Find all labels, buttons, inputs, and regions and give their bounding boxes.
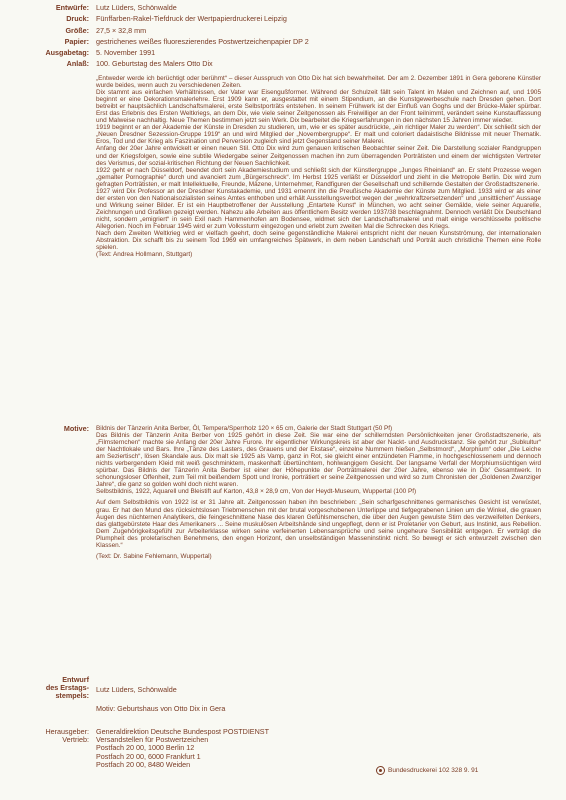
header-value: gestrichenes weißes fluoreszierendes Postwertzeichenpapier DP 2 [96,37,309,46]
paragraph: 1919 beginnt er an der Akademie der Künste in Dresden zu studieren, um, wie er es später ausdrückte, „ein richtiger Maler zu werden“. Dix schließt sich der „Neuen Dresdner Sezession-Gruppe 1919“ an und wird Mitglied der „Novembergruppe“. Er malt und coloriert dadaistische Bildnisse mit neuer Thematik. Eros, Tod und der Krieg als Faszination und Perversion zugleich sind jetzt Gegenstand seiner Malerei. [96,124,541,146]
motive-label: Motive: [63,424,89,433]
header-value: 100. Geburtstag des Malers Otto Dix [96,59,213,68]
paragraph: Auf dem Selbstbildnis von 1922 ist er 31 Jahre alt. Zeitgenossen haben ihn beschrieben: „Sein scharfgeschnittenes germanisches Gesicht ist verwüstet, grau. Er hat den Mund des rücksichtslosen Triebmenschen mit der brutal vorgeschobenen Unterlippe und tiefgegrabenen Linien um die Winkel, die grauen Augen des nüchternen Analytikers, die feingeschnittene Nase des klaren Gefühlsmenschen, die über den Augen gewulste Stirn des verzweifelten Denkers, das glattgebürstete Haar des Amerikaners ... Seine muskulösen Arbeitshände sind ungepflegt, denn er ist Proletarier von Geburt, aus Instinkt, aus Rebellion. Dem Zugehörigkeitsgefühl zur Arbeiterklasse wirken seine verfeinerten Lebensansprüche und seine ungeheure Sensibilität entgegen. Er verträgt die Plumpheit des proletarischen Benehmens, den engen Horizont, den unselbständigen Masseninstinkt nicht. So bewegt er sich entwurzelt zwischen den Klassen.“ [96,499,541,549]
publisher-line: Versandstellen für Postwertzeichen [96,735,209,745]
header-label: Papier: [64,37,89,46]
header-label: Druck: [66,14,89,23]
paragraph: 1922 geht er nach Düsseldorf, beendet dort sein Akademiestudium und schließt sich der Künstlergruppe „Junges Rheinland“ an. Er steht Prozesse wegen „gemalter Pornographie“ durch und avanciert zum „Bürgerschreck“. Im Herbst 1925 verläßt er Düsseldorf und zieht in die Metropole Berlin. Dix wird zum gefragten Porträtisten, er malt Intellektuelle, Freunde, Mäzene, Unternehmer, Randfiguren der Gesellschaft und schillernde Gestalten der Großstadtszenerie. [96,166,541,188]
header-label: Ausgabetag: [45,48,89,57]
paragraph: Das Bildnis der Tänzerin Anita Berber von 1925 gehört in diese Zeit. Sie war eine der schillerndsten Persönlichkeiten jener Großstadtszenerie, als „Filmsternchen“ machte sie Anfang der 20er Jahre Furore. Ihr eigentlicher Wirkungskreis ist aber der Nackt- und Ausdruckstanz. Sie gehört zur „Subkultur“ der Nachtlokale und Bars. Ihre „Tänze des Lasters, des Grauens und der Ekstase“, einzelne Nummern hießen „Selbstmord“, „Morphium“ oder „Die Leiche am Seziertisch“, lösen Skandale aus. Dix malt sie 1925 als Vamp, ganz in Rot, sie gleicht einer entzündeten Flamme, in hochgeschlossenem und dennoch nichts verbergendem Kleid mit weiß geschminktem, maskenhaft übertünchtem, hohlwangigem Gesicht. Der langsame Verfall der Morphiumsüchtigen wird spürbar. Das Bildnis der Tänzerin Anita Berber ist einer der Höhepunkte der Porträtmalerei der 20er Jahre, ebenso wie in Dix' Gesamtwerk. In schonungsloser Offenheit, zum Teil mit beißendem Spott und Ironie, porträtiert er seine Zeitgenossen und wird so zum Chronisten der „Goldenen Zwanziger Jahre“, die ganz so golden wohl doch nicht waren. [96,432,541,489]
biography-text [96,75,541,258]
paragraph: „Entweder werde ich berüchtigt oder berühmt“ – dieser Ausspruch von Otto Dix hat sich bewahrheitet. Der am 2. Dezember 1891 in Gera geborene Künstler wurde beides, wenn auch zu verschiedenen Zeiten. [96,75,541,90]
publisher-line: Generaldirektion Deutsche Bundespost POSTDIENST [96,727,269,736]
header-label: Entwürfe: [55,3,89,12]
publisher-labels [45,728,89,744]
publisher-label: Herausgeber: [45,727,89,736]
text-credit: (Text: Dr. Sabine Fehlemann, Wuppertal) [96,552,212,560]
publisher-lines [96,728,269,769]
paragraph: Nach dem Zweiten Weltkrieg wird er vielfach geehrt, doch seine gegenständliche Malerei entspricht nicht der neuen Kunstströmung, der internationalen Abstraktion. Dix schafft bis zu seinem Tod 1969 ein umfangreiches Spätwerk, in dem neben Landschaft und Porträt auch christliche Themen eine Rolle spielen. [96,230,541,252]
stamp-design-motif: Motiv: Geburtshaus von Otto Dix in Gera [96,704,226,713]
paragraph: Bildnis der Tänzerin Anita Berber, Öl, Tempera/Sperrholz 120 × 65 cm, Galerie der Stadt Stuttgart (50 Pf) [96,425,393,432]
printer-footer [376,766,478,775]
stamp-label-line: Entwurf [62,675,89,684]
publisher-line: Postfach 20 00, 8480 Weiden [96,759,191,769]
printer-imprint: Bundesdruckerei 102 328 9. 91 [388,767,479,774]
text-credit: (Text: Andrea Hollmann, Stuttgart) [96,251,193,259]
stamp-label-line: des Erstags- [45,683,89,693]
paragraph: Anfang der 20er Jahre entwickelt er einen neuen Stil. Otto Dix wird zum genauen kritischen Beobachter seiner Zeit. Die Darstellung sozialer Randgruppen und der Kriegsfolgen, sowie eine subtile Wiedergabe seiner Zeitgenossen machen ihn zum überragenden Porträtisten und einem der wichtigsten Vertreter des Verismus, der sozial-kritischen Richtung der Neuen Sachlichkeit. [96,145,541,167]
header-label: Größe: [65,26,89,35]
motive-text [96,425,541,560]
header-value: 27,5 × 32,8 mm [96,26,147,35]
paragraph: Selbstbildnis, 1922, Aquarell und Bleistift auf Karton, 43,8 × 28,9 cm, Von der Heydt-Museum, Wuppertal (100 Pf) [96,488,417,496]
header-value: 5. November 1991 [96,48,156,57]
header-label: Anlaß: [66,59,89,68]
header-value: Fünffarben-Rakel-Tiefdruck der Wertpapierdruckerei Leipzig [96,14,287,23]
publisher-line: Postfach 20 00, 6000 Frankfurt 1 [96,751,201,761]
stamp-design-label [46,676,89,701]
publisher-line: Postfach 20 00, 1000 Berlin 12 [96,743,195,753]
bundesdruckerei-logo-icon [376,766,385,775]
paragraph: Dix stammt aus einfachen Verhältnissen, der Vater war Eisengußformer. Während der Schulzeit fällt sein Talent im Malen und Zeichnen auf, und 1905 beginnt er eine Dekorationsmalerlehre. Erst 1909 kann er, ausgestattet mit einem Stipendium, an die Kunstgewerbeschule nach Dresden gehen. Dort betreibt er hauptsächlich Landschaftsmalerei, erste Selbstporträts entstehen. In seinem Frühwerk ist der Einfluß van Goghs und der Brücke-Maler spürbar. Erst das Erlebnis des Ersten Weltkriegs, an dem Dix, wie viele seiner Zeitgenossen als Freiwilliger an der Front teilnimmt, verändert seine Kunstauffassung und Malweise nachhaltig. Neue Themen bestimmen jetzt sein Werk. Dix bearbeitet die Kriegserfahrungen in den nächsten 15 Jahren immer wieder. [96,89,541,125]
stamp-label-line: stempels: [55,691,89,701]
paragraph: 1927 wird Dix Professor an der Dresdner Kunstakademie, und 1931 ernennt ihn die Preußische Akademie der Künste zum Mitglied. 1933 wird er als einer der ersten von den Nationalsozialisten seines Amtes enthoben und erhält Ausstellungsverbot wegen der „wehrkraftzersetzenden“ und „unsittlichen“ Aussage und Wirkung seiner Bilder. Er ist ein Hauptbetroffener der Ausstellung „Entartete Kunst“ in München, wo acht seiner Gemälde, viele seiner Aquarelle, Zeichnungen und Grafiken gezeigt werden. Nahezu alle Arbeiten aus öffentlichem Besitz werden 1937/38 beschlagnahmt. Dennoch verläßt Dix Deutschland nicht, sondern „emigriert“ in sein Exil nach Hammenhofen am Bodensee, widmet sich der Landschaftsmalerei und malt einige verschlüsselte politische Allegorien. Noch im Februar 1945 wird er zum Volkssturm eingezogen und erlebt zum zweiten Mal die Schrecken des Kriegs. [96,187,541,230]
distribution-label: Vertrieb: [62,735,89,745]
stamp-design-author: Lutz Lüders, Schönwalde [96,685,177,694]
header-value: Lutz Lüders, Schönwalde [96,3,177,12]
